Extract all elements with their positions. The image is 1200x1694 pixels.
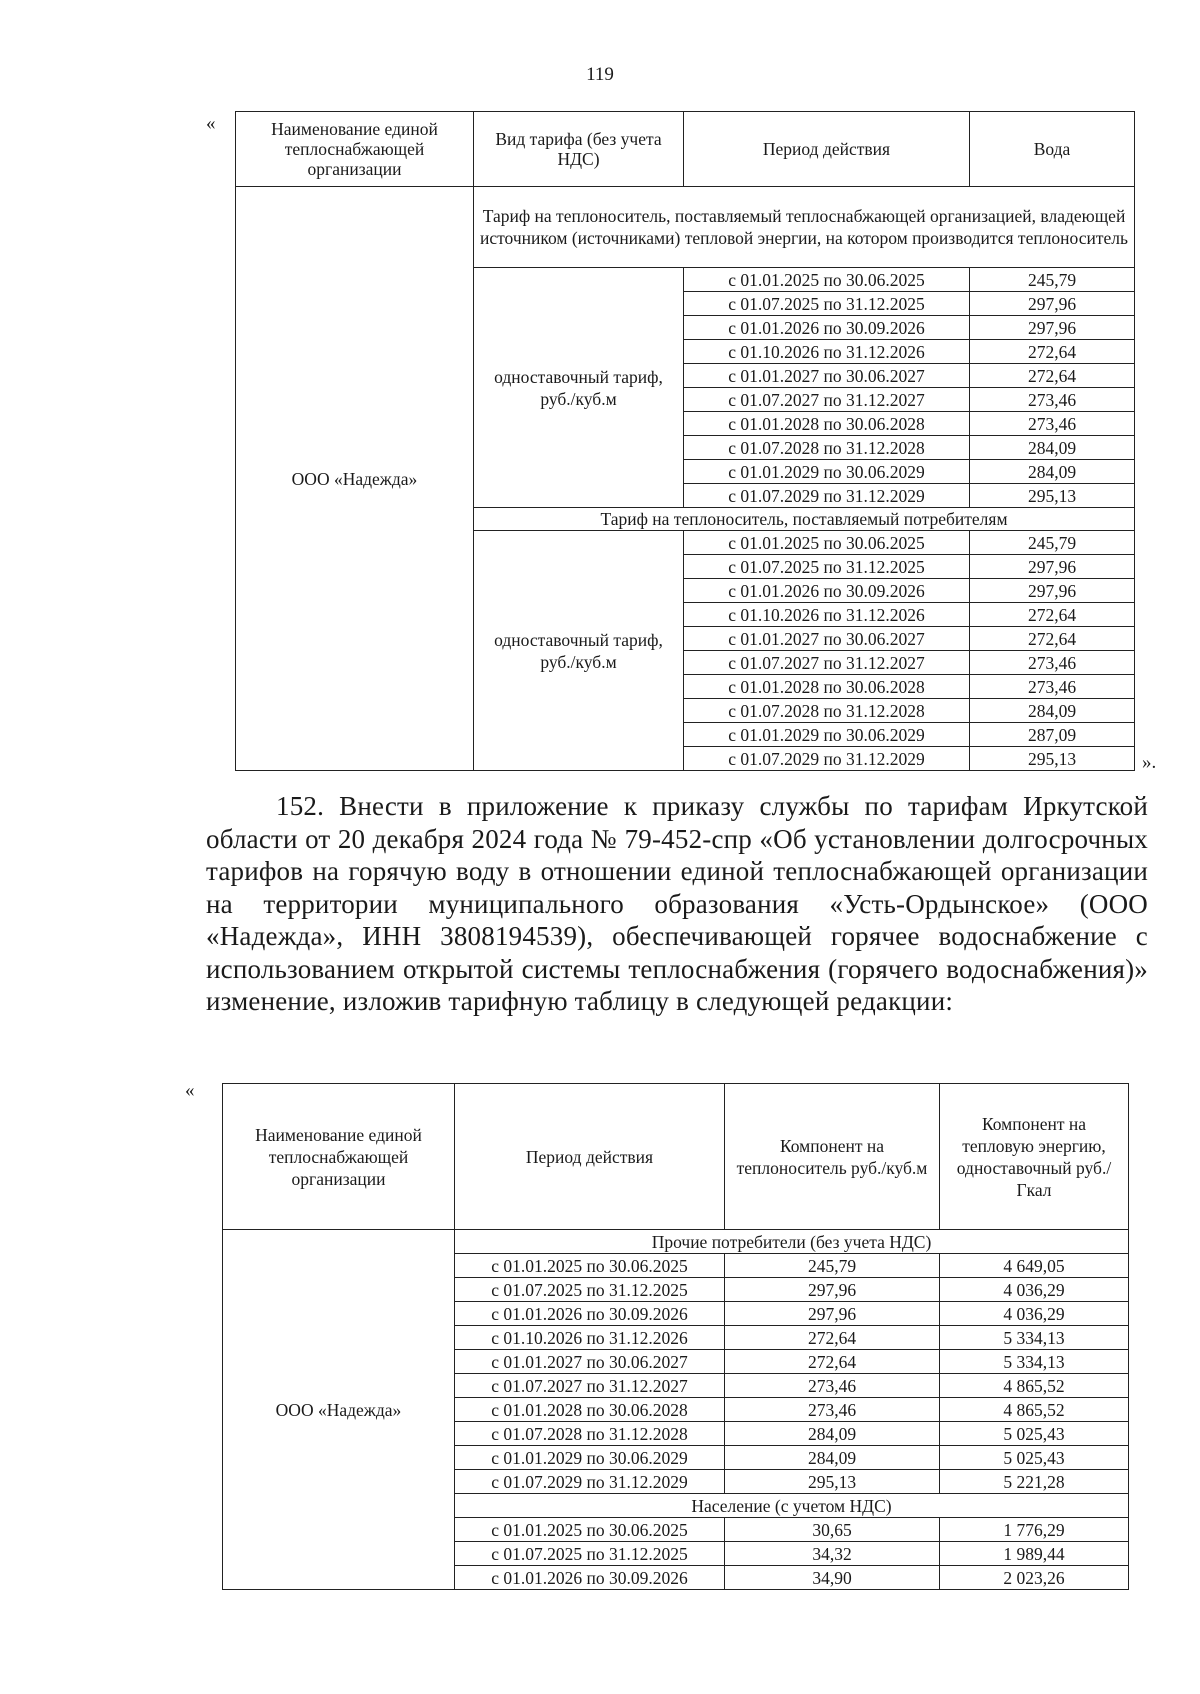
carrier-value-cell: 295,13 — [725, 1470, 940, 1494]
org-name-cell: ООО «Надежда» — [223, 1230, 455, 1590]
header-tariff-type: Вид тарифа (без учета НДС) — [474, 112, 684, 187]
carrier-value-cell: 245,79 — [725, 1254, 940, 1278]
tariff-table-body — [223, 1230, 1129, 1590]
period-cell: с 01.07.2029 по 31.12.2029 — [455, 1470, 725, 1494]
water-value-cell: 284,09 — [970, 436, 1135, 460]
water-value-cell: 273,46 — [970, 651, 1135, 675]
header-org: Наименование единой теплоснабжающей организации — [236, 112, 474, 187]
carrier-value-cell: 273,46 — [725, 1374, 940, 1398]
period-cell: с 01.01.2025 по 30.06.2025 — [684, 531, 970, 555]
period-cell: с 01.07.2027 по 31.12.2027 — [684, 388, 970, 412]
section-title: Тариф на теплоноситель, поставляемый потребителям — [474, 508, 1135, 531]
energy-value-cell: 4 865,52 — [940, 1398, 1129, 1422]
water-value-cell: 272,64 — [970, 364, 1135, 388]
tariff-table-hot-water — [222, 1083, 1129, 1590]
section-row — [223, 1230, 1129, 1254]
period-cell: с 01.10.2026 по 31.12.2026 — [684, 340, 970, 364]
period-cell: с 01.01.2028 по 30.06.2028 — [455, 1398, 725, 1422]
period-cell: с 01.07.2027 по 31.12.2027 — [455, 1374, 725, 1398]
energy-value-cell: 5 334,13 — [940, 1350, 1129, 1374]
carrier-value-cell: 272,64 — [725, 1326, 940, 1350]
period-cell: с 01.01.2027 по 30.06.2027 — [455, 1350, 725, 1374]
period-cell: с 01.01.2029 по 30.06.2029 — [455, 1446, 725, 1470]
energy-value-cell: 4 649,05 — [940, 1254, 1129, 1278]
period-cell: с 01.07.2027 по 31.12.2027 — [684, 651, 970, 675]
energy-value-cell: 4 036,29 — [940, 1278, 1129, 1302]
carrier-value-cell: 34,32 — [725, 1542, 940, 1566]
header-org: Наименование единой теплоснабжающей организации — [223, 1084, 455, 1230]
period-cell: с 01.07.2029 по 31.12.2029 — [684, 484, 970, 508]
carrier-value-cell: 34,90 — [725, 1566, 940, 1590]
period-cell: с 01.07.2025 по 31.12.2025 — [455, 1278, 725, 1302]
water-value-cell: 297,96 — [970, 579, 1135, 603]
period-cell: с 01.01.2026 по 30.09.2026 — [684, 316, 970, 340]
period-cell: с 01.01.2026 по 30.09.2026 — [455, 1302, 725, 1326]
energy-value-cell: 5 221,28 — [940, 1470, 1129, 1494]
tariff-table-carrier — [235, 111, 1135, 771]
water-value-cell: 272,64 — [970, 603, 1135, 627]
water-value-cell: 273,46 — [970, 388, 1135, 412]
energy-value-cell: 1 776,29 — [940, 1518, 1129, 1542]
period-cell: с 01.07.2025 по 31.12.2025 — [455, 1542, 725, 1566]
section-title: Тариф на теплоноситель, поставляемый теплоснабжающей организацией, владеющей источником (источниками) тепловой энергии, на котором производится теплоноситель — [474, 187, 1135, 268]
period-cell: с 01.01.2026 по 30.09.2026 — [684, 579, 970, 603]
tariff-type-cell: одноставочный тариф, руб./куб.м — [474, 531, 684, 771]
energy-value-cell: 5 334,13 — [940, 1326, 1129, 1350]
period-cell: с 01.10.2026 по 31.12.2026 — [455, 1326, 725, 1350]
period-cell: с 01.01.2029 по 30.06.2029 — [684, 723, 970, 747]
carrier-value-cell: 273,46 — [725, 1398, 940, 1422]
energy-value-cell: 5 025,43 — [940, 1446, 1129, 1470]
carrier-value-cell: 284,09 — [725, 1422, 940, 1446]
closing-quote-1: ». — [1142, 752, 1157, 773]
carrier-value-cell: 297,96 — [725, 1278, 940, 1302]
period-cell: с 01.01.2025 по 30.06.2025 — [455, 1254, 725, 1278]
period-cell: с 01.10.2026 по 31.12.2026 — [684, 603, 970, 627]
carrier-value-cell: 297,96 — [725, 1302, 940, 1326]
energy-value-cell: 4 865,52 — [940, 1374, 1129, 1398]
period-cell: с 01.01.2027 по 30.06.2027 — [684, 364, 970, 388]
org-name-cell: ООО «Надежда» — [236, 187, 474, 771]
water-value-cell: 284,09 — [970, 460, 1135, 484]
period-cell: с 01.01.2029 по 30.06.2029 — [684, 460, 970, 484]
section-title: Население (с учетом НДС) — [455, 1494, 1129, 1518]
water-value-cell: 297,96 — [970, 555, 1135, 579]
period-cell: с 01.01.2025 по 30.06.2025 — [455, 1518, 725, 1542]
water-value-cell: 295,13 — [970, 484, 1135, 508]
energy-value-cell: 1 989,44 — [940, 1542, 1129, 1566]
period-cell: с 01.01.2028 по 30.06.2028 — [684, 675, 970, 699]
header-carrier-component: Компонент на теплоноситель руб./куб.м — [725, 1084, 940, 1230]
opening-quote-2: « — [185, 1080, 195, 1101]
period-cell: с 01.07.2029 по 31.12.2029 — [684, 747, 970, 771]
amendment-paragraph: 152. Внести в приложение к приказу службы по тарифам Иркутской области от 20 декабря 2024 года № 79-452-спр «Об установлении долгосрочных тарифов на горячую воду в отношении единой теплоснабжающей организации на территории муниципального образования «Усть-Ордынское» (ООО «Надежда», ИНН 3808194539), обеспечивающей горячее водоснабжение с использованием открытой системы теплоснабжения (горячего водоснабжения)» изменение, изложив тарифную таблицу в следующей редакции: — [206, 791, 1148, 1016]
period-cell: с 01.01.2027 по 30.06.2027 — [684, 627, 970, 651]
period-cell: с 01.07.2028 по 31.12.2028 — [684, 699, 970, 723]
water-value-cell: 273,46 — [970, 675, 1135, 699]
energy-value-cell: 5 025,43 — [940, 1422, 1129, 1446]
water-value-cell: 297,96 — [970, 316, 1135, 340]
period-cell: с 01.07.2025 по 31.12.2025 — [684, 555, 970, 579]
header-period: Период действия — [684, 112, 970, 187]
water-value-cell: 287,09 — [970, 723, 1135, 747]
carrier-value-cell: 30,65 — [725, 1518, 940, 1542]
page-number: 119 — [586, 64, 614, 85]
energy-value-cell: 2 023,26 — [940, 1566, 1129, 1590]
opening-quote-1: « — [206, 113, 216, 134]
period-cell: с 01.07.2028 по 31.12.2028 — [455, 1422, 725, 1446]
water-value-cell: 245,79 — [970, 531, 1135, 555]
water-value-cell: 273,46 — [970, 412, 1135, 436]
period-cell: с 01.01.2026 по 30.09.2026 — [455, 1566, 725, 1590]
water-value-cell: 245,79 — [970, 268, 1135, 292]
water-value-cell: 272,64 — [970, 340, 1135, 364]
tariff-table-body — [236, 187, 1135, 771]
header-period: Период действия — [455, 1084, 725, 1230]
header-energy-component: Компонент на тепловую энергию, одноставочный руб./Гкал — [940, 1084, 1129, 1230]
period-cell: с 01.01.2025 по 30.06.2025 — [684, 268, 970, 292]
water-value-cell: 272,64 — [970, 627, 1135, 651]
carrier-value-cell: 284,09 — [725, 1446, 940, 1470]
water-value-cell: 284,09 — [970, 699, 1135, 723]
header-water: Вода — [970, 112, 1135, 187]
section-row — [236, 187, 1135, 268]
period-cell: с 01.01.2028 по 30.06.2028 — [684, 412, 970, 436]
energy-value-cell: 4 036,29 — [940, 1302, 1129, 1326]
period-cell: с 01.07.2028 по 31.12.2028 — [684, 436, 970, 460]
tariff-type-cell: одноставочный тариф, руб./куб.м — [474, 268, 684, 508]
carrier-value-cell: 272,64 — [725, 1350, 940, 1374]
water-value-cell: 297,96 — [970, 292, 1135, 316]
water-value-cell: 295,13 — [970, 747, 1135, 771]
period-cell: с 01.07.2025 по 31.12.2025 — [684, 292, 970, 316]
section-title: Прочие потребители (без учета НДС) — [455, 1230, 1129, 1254]
